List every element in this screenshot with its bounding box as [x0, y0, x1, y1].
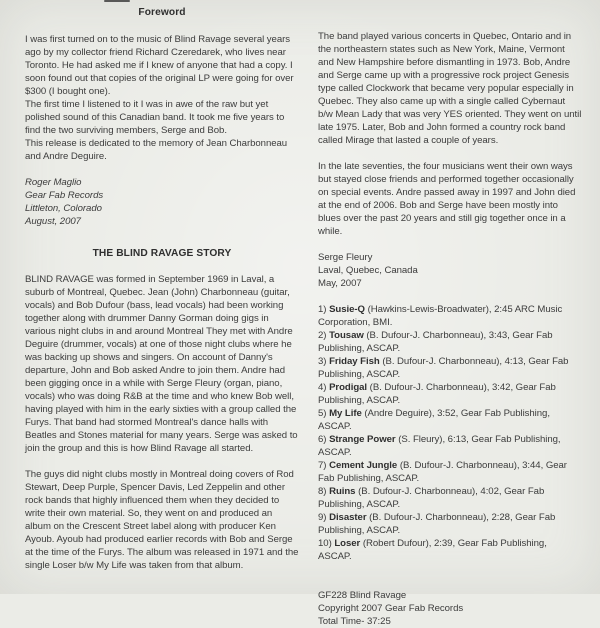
signature-line: August, 2007	[25, 216, 81, 227]
track-details: (B. Dufour-J. Charbonneau), 3:42, Gear Fab Publishing, ASCAP.	[318, 382, 556, 406]
track-details: (B. Dufour-J. Charbonneau), 2:28, Gear Fab Publishing, ASCAP.	[318, 512, 556, 536]
credit-line: Serge Fleury	[318, 252, 373, 263]
track-title: Ruins	[329, 486, 356, 497]
track-title: My Life	[329, 408, 362, 419]
foreword-heading: Foreword	[138, 7, 186, 18]
track-item	[318, 459, 582, 485]
story-heading: THE BLIND RAVAGE STORY	[92, 248, 232, 259]
track-item	[318, 433, 582, 459]
catalog-line: GF228 Blind Ravage	[318, 590, 407, 601]
track-details: (B. Dufour-J. Charbonneau), 3:44, Gear Fab Publishing, ASCAP.	[318, 460, 567, 484]
history-paragraph: The band played various concerts in Quebec, Ontario and in the northeastern states such as New York, Maine, Vermont and New Hampshire before dismantling in 1973. Bob, Andre and Serge came up with a progressive rock project Genesis type called Clockwork that became very popular especially in Quebec. They also came up with a single called Cybernaut b/w Mean Lady that was very YES oriented. They went on until late 1975. Later, Bob and John formed a country rock band called Mirage that lasted a couple of years.	[318, 31, 582, 146]
track-item	[318, 511, 582, 537]
track-item	[318, 381, 582, 407]
signature-block	[25, 176, 299, 228]
track-title: Prodigal	[329, 382, 368, 393]
track-title: Cement Jungle	[329, 460, 398, 471]
story-paragraph: BLIND RAVAGE was formed in September 1969 in Laval, a suburb of Montreal, Quebec. Jean (John) Charbonneau (guitar, vocals) and Bob Dufour (bass, lead vocals) had been working together along with drummer Danny Gorman doing gigs in various night clubs in and around Montreal They met with Andre Deguire (drummer, vocals) at one of those night clubs where he was backing up shows and singers. On account of Danny's departure, John and Bob asked Andre to join them. Andre had been gigging once in a while with Serge Fleury (organ, piano, vocals) who was doing R&B at the time and who knew Bob well, having played with him in the early sixties with a group called the Furys. That band had stormed Montreal's dance halls with Beatles and Stones material for many years. Serge was asked to join the group and this is how Blind Ravage all started.	[25, 274, 298, 454]
foreword-paragraph: This release is dedicated to the memory of Jean Charbonneau and Andre Deguire.	[25, 138, 288, 162]
track-details: (B. Dufour-J. Charbonneau), 4:13, Gear Fab Publishing, ASCAP.	[318, 356, 569, 380]
track-number: 1)	[318, 304, 327, 315]
track-number: 4)	[318, 382, 327, 393]
track-details: (Hawkins-Lewis-Broadwater), 2:45 ARC Music Corporation, BMI.	[318, 304, 563, 328]
track-item	[318, 407, 582, 433]
track-details: (Robert Dufour), 2:39, Gear Fab Publishing, ASCAP.	[318, 538, 547, 562]
track-number: 7)	[318, 460, 327, 471]
track-title: Susie-Q	[329, 304, 365, 315]
foreword-paragraph: I was first turned on to the music of Blind Ravage several years ago by my collector friend Richard Czeredarek, who lives near Toronto. He had asked me if I knew of anyone that had a copy. I soon found out that copies of the original LP were going for over $300 (I bought one).	[25, 34, 294, 97]
track-item	[318, 303, 582, 329]
signature-line: Roger Maglio	[25, 177, 82, 188]
credit-line: Laval, Quebec, Canada	[318, 265, 418, 276]
track-item	[318, 355, 582, 381]
track-details: (B. Dufour-J. Charbonneau), 4:02, Gear Fab Publishing, ASCAP.	[318, 486, 545, 510]
track-number: 3)	[318, 356, 327, 367]
right-column	[318, 30, 582, 628]
track-item	[318, 485, 582, 511]
history-paragraph: In the late seventies, the four musicians went their own ways but stayed close friends and performed together occasionally on special events. Andre passed away in 1997 and John died at the end of 2006. Bob and Serge have been mostly into blues over the past 20 years and still gig together once in a while.	[318, 161, 576, 237]
track-title: Friday Fish	[329, 356, 380, 367]
track-title: Loser	[334, 538, 361, 549]
credit-block	[318, 251, 582, 290]
release-footer	[318, 589, 582, 628]
scan-artifact	[104, 0, 130, 2]
track-item	[318, 329, 582, 355]
track-number: 6)	[318, 434, 327, 445]
total-time-line: Total Time- 37:25	[318, 616, 391, 627]
track-details: (B. Dufour-J. Charbonneau), 3:43, Gear Fab Publishing, ASCAP.	[318, 330, 553, 354]
track-number: 10)	[318, 538, 332, 549]
track-number: 2)	[318, 330, 327, 341]
signature-line: Gear Fab Records	[25, 190, 104, 201]
left-column	[25, 6, 299, 572]
track-title: Strange Power	[329, 434, 396, 445]
track-title: Disaster	[329, 512, 367, 523]
credit-line: May, 2007	[318, 278, 362, 289]
track-details: (S. Fleury), 6:13, Gear Fab Publishing, ASCAP.	[318, 434, 561, 458]
signature-line: Littleton, Colorado	[25, 203, 102, 214]
track-title: Tousaw	[329, 330, 364, 341]
track-number: 5)	[318, 408, 327, 419]
track-number: 8)	[318, 486, 327, 497]
story-paragraph: The guys did night clubs mostly in Montreal doing covers of Rod Stewart, Deep Purple, Spencer Davis, Led Zeppelin and other rock bands that highly influenced them when they decided to write their own material. So, they went on and produced an album on the Crescent Street label along with producer Ken Ayoub. Ayoub had produced earlier records with Bob and Serge at the time of the Furys. The album was released in 1971 and the single Loser b/w My Life was taken from that album.	[25, 469, 299, 571]
track-list	[318, 303, 582, 563]
copyright-line: Copyright 2007 Gear Fab Records	[318, 603, 464, 614]
track-item	[318, 537, 582, 563]
foreword-paragraph: The first time I listened to it I was in awe of the raw but yet polished sound of this Canadian band. It took me five years to find the two surviving members, Serge and Bob.	[25, 99, 285, 136]
track-details: (Andre Deguire), 3:52, Gear Fab Publishing, ASCAP.	[318, 408, 550, 432]
track-number: 9)	[318, 512, 327, 523]
